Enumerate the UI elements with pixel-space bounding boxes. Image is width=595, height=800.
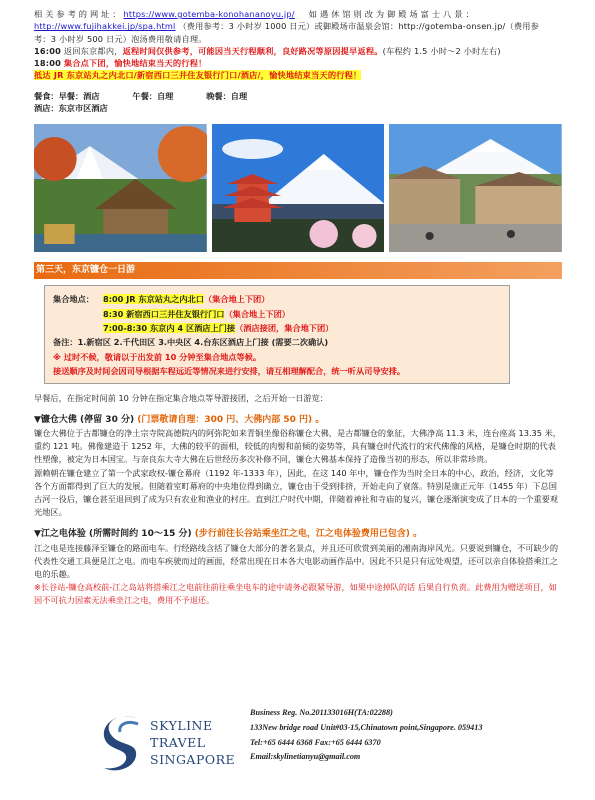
meals-line (34, 90, 562, 102)
meet-warning-2: 接送顺序及时间会因司导根据车程远近等情况来进行安排，请互相理解配合，统一听从司导安排。 (53, 366, 406, 377)
logo-text (150, 718, 235, 769)
enoden-fee-note: (步行前往长谷站乘坐江之电，江之电体验费用已包含) 。 (194, 529, 423, 540)
company-footer (34, 696, 562, 784)
time-1800: 18:00 (34, 58, 62, 69)
meals-block (34, 90, 562, 115)
info-line-1 (34, 8, 562, 20)
link-konohananoyu[interactable]: https://www.gotemba-konohananoyu.jp/ (123, 9, 295, 19)
return-warning: 返程时间仅供参考，可能因当天行程顺利，良好路况等原因提早返程。 (122, 45, 383, 56)
logo-line-3: SINGAPORE (150, 751, 236, 767)
info-cost-text: （费用参考：3 小时岁 1000 日元）或御殿场市温泉会馆：http://gotemba-onsen.jp/（费用参 (178, 21, 540, 32)
meal-lunch: 午餐：自理 (132, 90, 174, 101)
info-alt-text: 如 遇 休 馆 则 改 为 御 殿 场 富 士 八 景 ： (308, 9, 474, 19)
enoden-title: ▼江之电体验 (所需时间约 10～15 分) (34, 529, 192, 540)
photo-oshino-village (34, 124, 207, 252)
return-duration: (车程约 1.5 小时～2 小时左右) (382, 45, 501, 56)
end-line (34, 57, 562, 69)
kamakura-paragraph-1: 镰仓大佛位于古都镰仓的净土宗寺院高德院内的阿弥陀如来青铜坐像俗称镰仓大佛，是古都镰仓的象征，大佛净高 11.3 米，连台座高 13.35 米，重约 121 吨。佛像建造于 1252 年，大佛的较平的面相，较低的肉髻和前倾的姿势等，具有镰仓时代流行的宋代佛像的风格，是镰仓时期的代表性塑像，被定为日本国宝。与奈良东大寺大佛在后世经历多次补修不同，镰仓大佛基本保持了造像当初的形态，所以非常珍贵。 (34, 428, 561, 465)
kamakura-paragraph-2: 源赖朝在镰仓建立了第一个武家政权-镰仓幕府（1192 年-1333 年），因此，在这 140 年中，镰仓作为当时全日本的中心，政治，经济，文化等各个方面都得到了巨大的发展。但随着室町幕府的中央地位得到确立，镰仓由于受到排挤，开始走向了衰落。特别是康正元年（1455 年）下总国古河一役后，镰仓甚至退回到了成为只有农业和渔业的村庄。直到江户时代中期，伴随着神社和寺庙的复兴，镰仓逐渐演变成了日本的一个重要观光地区。 (34, 467, 559, 517)
meet-remark: 备注：1.新宿区 2.千代田区 3.中央区 4.台东区酒店上门接 (需要二次确认) (53, 337, 329, 348)
end-text: 集合点下团，愉快地结束当天的行程！ (63, 58, 207, 69)
meet-label: 集合地点： (53, 294, 94, 305)
info-line-2 (34, 20, 562, 32)
photo-chureito-pagoda (212, 124, 385, 252)
logo-line-2: TRAVEL (150, 734, 206, 750)
logo-line-1: SKYLINE (150, 718, 213, 733)
business-reg: Business Reg. No.201133016H(TA:02288) (250, 708, 393, 717)
dropoff-line (34, 69, 562, 81)
meal-breakfast: 餐食：早餐：酒店 (34, 90, 100, 101)
link-fujihakkei[interactable]: http://www.fujihakkei.jp/spa.html (34, 21, 176, 32)
enoden-warning: ※长谷站-镰仓高校前-江之岛站将搭乘江之电前往前往乘坐电车的途中请务必跟紧导游，如果中途掉队的话 后果自行负责。此费用为赠送项目，如因不可抗力因素无法乘坐江之电，费用不予退还。 (34, 581, 557, 606)
meet-row-3 (53, 321, 501, 335)
dropoff-text: 抵达 JR 东京站丸之内北口/新宿西口三井住友银行门口/酒店/，愉快地结束当天的行程！ (34, 70, 362, 81)
kamakura-buddha-heading (34, 414, 562, 428)
info-prefix: 相 关 参 考 的 网 址 ： (34, 9, 121, 19)
meet-row-1 (53, 292, 501, 306)
meet1-time: 8:00 JR 东京站丸之内北口 (103, 294, 204, 305)
meet3-note: （酒店接团，集合地下团） (235, 323, 334, 334)
day3-title: 第三天，东京镰仓一日游 (34, 262, 562, 279)
enoden-paragraph: 江之电是连接藤泽至镰仓的路面电车。行经路线含括了镰仓大部分的著名景点，并且还可欣赏到美丽的湘南海岸风光。只要说到镰仓，不可缺少的代表性交通工具便是江之电。而电车疾驶而过的画面，经常出现在日本各大电影动画作品中。因此不只是只有远处观望，还可以亲自体验搭乘江之电的乐趣。 (34, 542, 559, 579)
meet1-note: （集合地上下团） (203, 294, 270, 305)
meeting-point-box (44, 285, 510, 384)
return-line (34, 45, 562, 57)
business-phone: Tel:+65 6444 6368 Fax:+65 6444 6370 (250, 737, 381, 747)
day3-intro: 早餐后，在指定时间前 10 分钟在指定集合地点等导游接团，之后开始一日游览： (34, 393, 328, 404)
hotel-line: 酒店：东京市区酒店 (34, 103, 108, 114)
info-block (34, 8, 562, 82)
meet2-time: 8:30 新宿西口三井住友银行门口 (103, 308, 225, 319)
time-1600: 16:00 (34, 45, 62, 56)
return-text: 返回东京都内， (63, 45, 123, 56)
photo-gotemba-outlets (389, 124, 562, 252)
enoden-heading (34, 528, 562, 542)
meal-dinner: 晚餐：自理 (206, 90, 248, 101)
kamakura-ticket-note: (门票敬请自理：300 円、大佛内部 50 円) 。 (137, 414, 325, 425)
meet2-note: （集合地上下团） (224, 308, 290, 319)
meet-warning-1: ※ 过时不候，敬请以于出发前 10 分钟至集合地点等候。 (53, 351, 262, 362)
info-line-3: 考：3 小时岁 500 日元）泡汤费用敬请自理。 (34, 33, 207, 44)
business-address: 133New bridge road Unit#03-15,Chinatown point,Singapore. 059413 (250, 722, 483, 732)
business-info (250, 706, 482, 765)
meet-row-2 (53, 307, 501, 321)
page-content (34, 8, 562, 607)
business-email[interactable]: Email:skylinetianyu@gmail.com (250, 752, 361, 762)
kamakura-title: ▼镰仓大佛 (停留 30 分) (34, 414, 135, 425)
photo-strip (34, 124, 562, 252)
meet3-time: 7:00-8:30 东京内 4 区酒店上门接 (103, 323, 236, 334)
